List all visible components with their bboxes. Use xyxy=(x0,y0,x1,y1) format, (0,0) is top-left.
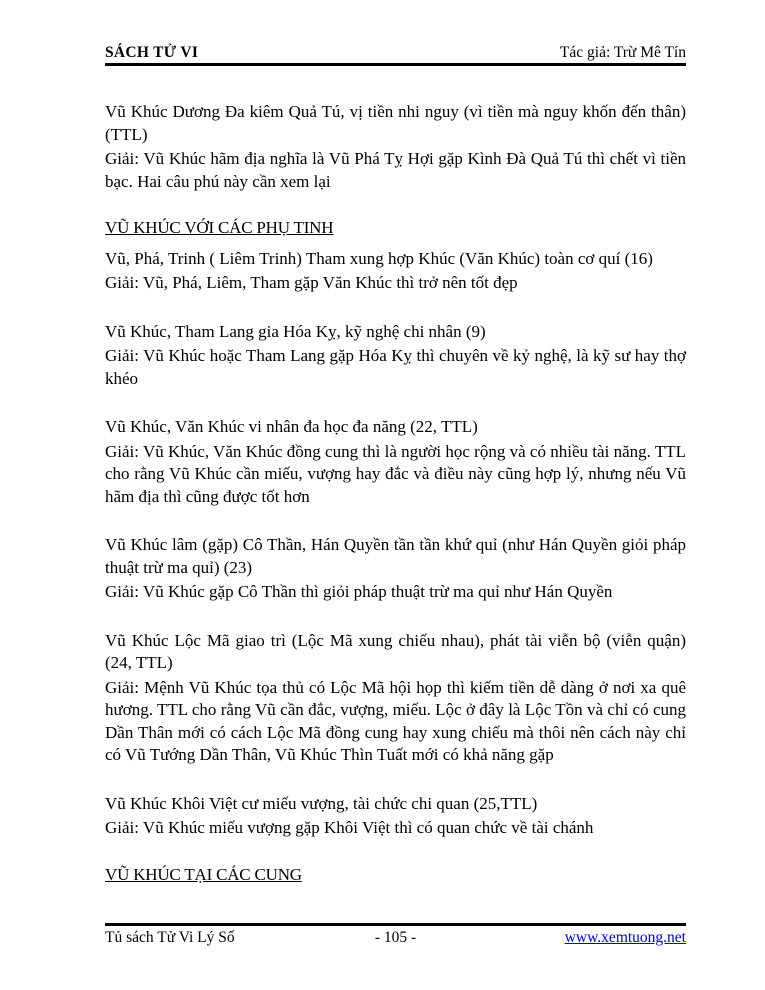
paragraph: Vũ Khúc, Tham Lang gia Hóa Kỵ, kỹ nghệ chi nhân (9) xyxy=(105,321,486,341)
footer-series-title: Tủ sách Tử Vi Lý Số xyxy=(105,929,235,946)
paragraph: Giải: Vũ Khúc gặp Cô Thần thì giỏi pháp thuật trừ ma quỉ như Hán Quyền xyxy=(105,582,613,601)
section-heading: VŨ KHÚC TẠI CÁC CUNG xyxy=(105,864,302,884)
header-author: Tác giả: Trừ Mê Tín xyxy=(559,44,686,61)
page-footer xyxy=(105,929,686,947)
paragraph: Vũ Khúc Khôi Việt cư miếu vượng, tài chức chi quan (25,TTL) xyxy=(105,793,538,813)
header-divider xyxy=(105,63,686,66)
paragraph: Giải: Vũ Khúc hoặc Tham Lang gặp Hóa Kỵ thì chuyên về kỷ nghệ, là kỹ sư hay thợ khéo xyxy=(105,346,686,388)
header-book-title: SÁCH TỬ VI xyxy=(105,44,199,61)
paragraph: Vũ Khúc, Văn Khúc vi nhân đa học đa năng (22, TTL) xyxy=(105,417,478,436)
paragraph: Giải: Vũ Khúc, Văn Khúc đồng cung thì là người học rộng và có nhiều tài năng. TTL cho rằng Vũ Khúc cần miếu, vượng hay đắc và điều này cũng hợp lý, nhưng nếu Vũ hãm địa thì cũng được tốt hơn xyxy=(105,441,686,506)
paragraph: Giải: Mệnh Vũ Khúc tọa thủ có Lộc Mã hội họp thì kiếm tiền dễ dàng ở nơi xa quê hương. TTL cho rằng Vũ cần đắc, vượng, miếu. Lộc ở đây là Lộc Tồn và chỉ có cung Dần Thân mới có cách Lộc Mã đồng cung hay xung chiếu mà thôi nên cách này chỉ có Vũ Tướng Dần Thân, Vũ Khúc Thìn Tuất mới có khả năng gặp xyxy=(105,677,686,764)
paragraph: Giải: Vũ Khúc miếu vượng gặp Khôi Việt thì có quan chức về tài chánh xyxy=(105,818,594,837)
paragraph: Vũ, Phá, Trinh ( Liêm Trinh) Tham xung hợp Khúc (Văn Khúc) toàn cơ quí (16) xyxy=(105,248,653,268)
section-heading: VŨ KHÚC VỚI CÁC PHỤ TINH xyxy=(105,218,334,237)
document-body xyxy=(105,101,686,894)
paragraph: Giải: Vũ Khúc hãm địa nghĩa là Vũ Phá Tỵ Hợi gặp Kình Đà Quả Tú thì chết vì tiền bạc. Hai câu phú này cần xem lại xyxy=(105,149,686,191)
paragraph: Vũ Khúc Lộc Mã giao trì (Lộc Mã xung chiếu nhau), phát tài viễn bộ (viễn quận) (24, TTL) xyxy=(105,630,686,672)
page-header xyxy=(105,44,686,62)
paragraph: Giải: Vũ, Phá, Liêm, Tham gặp Văn Khúc thì trở nên tốt đẹp xyxy=(105,273,518,292)
paragraph: Vũ Khúc lâm (gặp) Cô Thần, Hán Quyền tần tần khứ quỉ (như Hán Quyền giỏi pháp thuật trừ ma quỉ) (23) xyxy=(105,535,686,577)
footer-divider xyxy=(105,923,686,926)
page-number: - 105 - xyxy=(374,929,417,946)
paragraph: Vũ Khúc Dương Đa kiêm Quả Tú, vị tiền nhi nguy (vì tiền mà nguy khốn đến thân) (TTL) xyxy=(105,102,686,144)
footer-website-link[interactable]: www.xemtuong.net xyxy=(564,929,686,946)
